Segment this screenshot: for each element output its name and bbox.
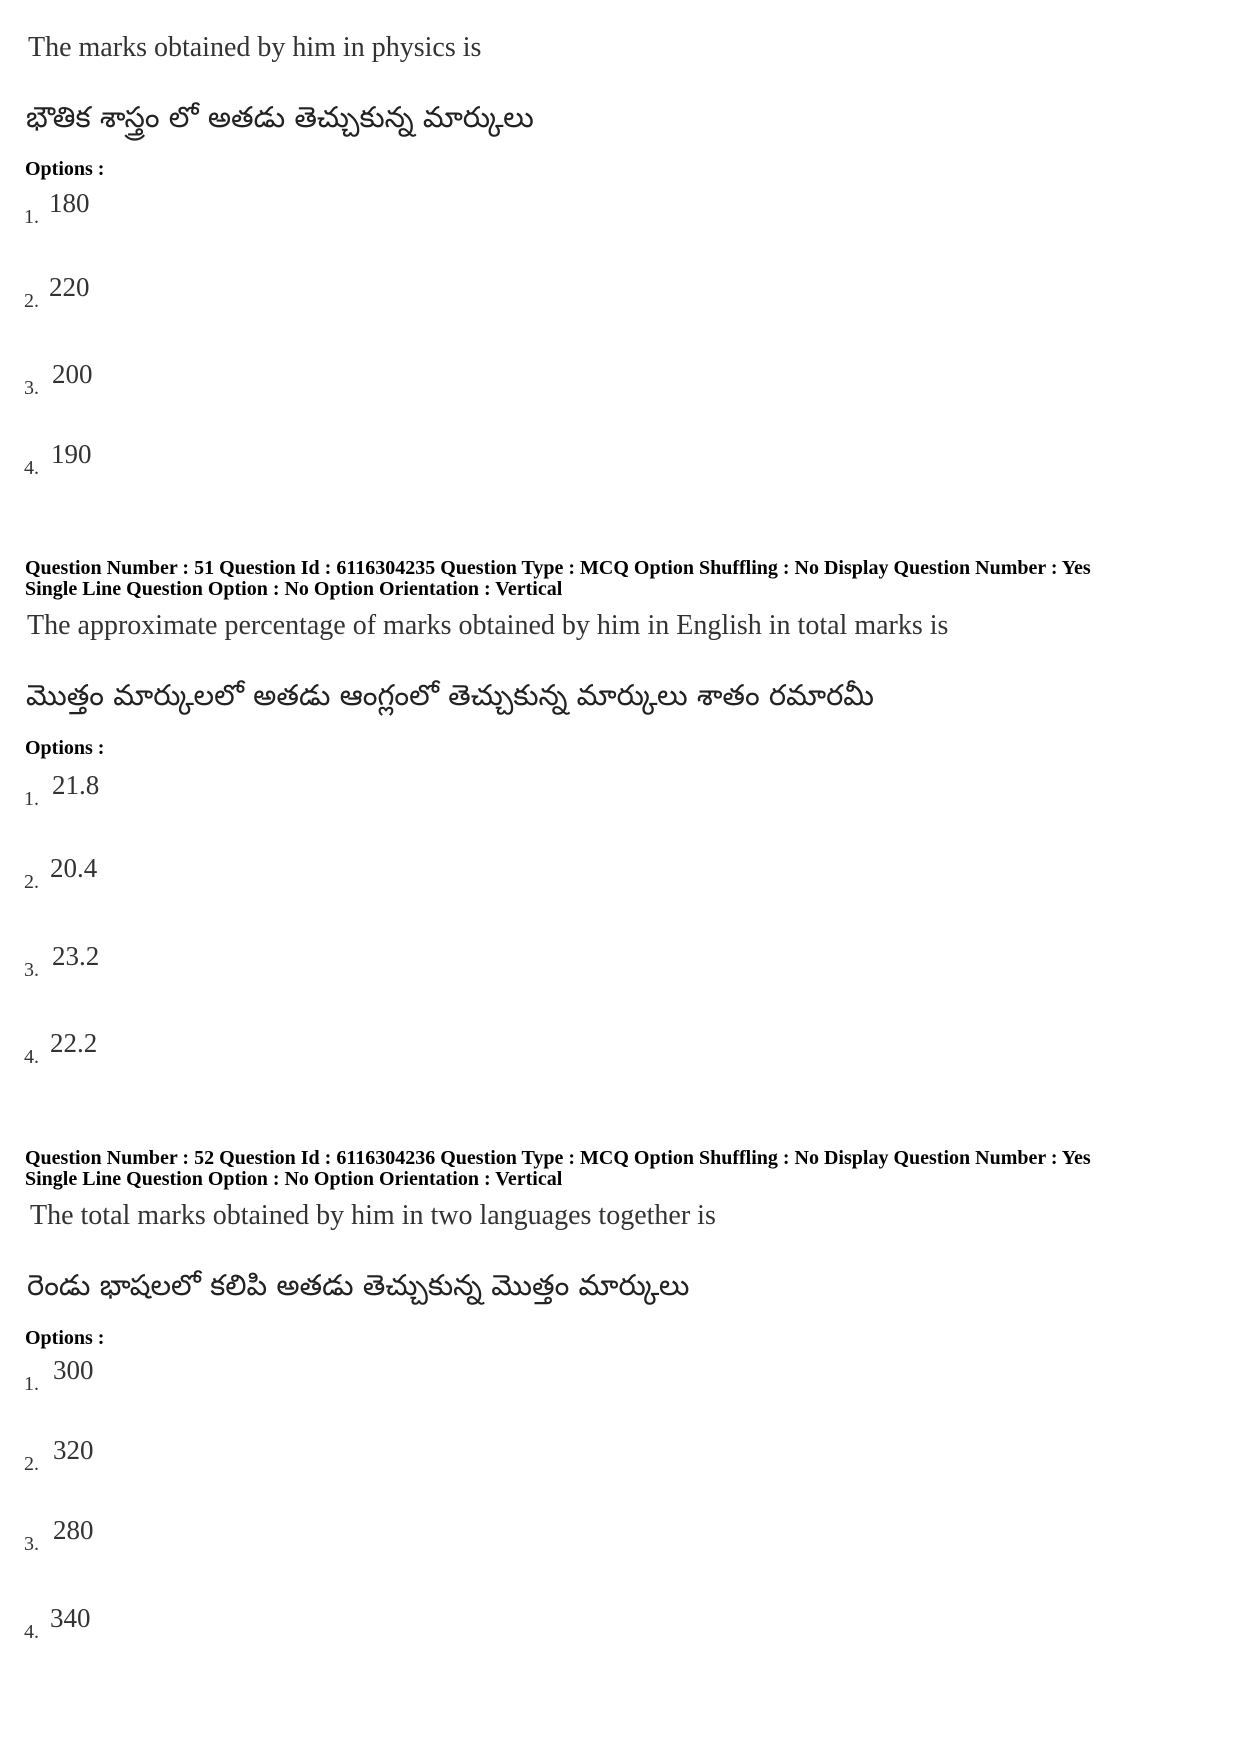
option-value: 20.4 (50, 853, 98, 883)
option-number: 4. (24, 1621, 39, 1643)
option-value: 200 (52, 359, 93, 389)
option-value: 220 (49, 272, 90, 302)
question-text-en: The approximate percentage of marks obtained by him in English in total marks is (27, 610, 949, 641)
option-value: 280 (53, 1515, 94, 1545)
option-value: 300 (53, 1355, 94, 1385)
options-label: Options : (25, 1327, 105, 1349)
question-meta-line: Question Number : 52 Question Id : 6116304236 Question Type : MCQ Option Shuffling : No Display Question Number : Yes (25, 1147, 1091, 1169)
options-label: Options : (25, 737, 105, 759)
option-number: 2. (24, 871, 39, 893)
option-number: 4. (24, 1046, 39, 1068)
option-value: 320 (53, 1435, 94, 1465)
option-number: 2. (24, 290, 39, 312)
option-value: 21.8 (52, 770, 100, 800)
option-value: 180 (49, 188, 90, 218)
option-number: 1. (24, 206, 39, 228)
question-meta-line: Single Line Question Option : No Option Orientation : Vertical (25, 578, 563, 600)
question-text-te: రెండు భాషలలో కలిపి అతడు తెచ్చుకున్న మొత్తం మార్కులు (27, 1268, 690, 1302)
option-value: 22.2 (50, 1028, 98, 1058)
option-number: 3. (24, 377, 39, 399)
question-text-te: భౌతిక శాస్త్రం లో అతడు తెచ్చుకున్న మార్కులు (26, 100, 534, 134)
question-text-en: The marks obtained by him in physics is (28, 32, 482, 63)
option-number: 3. (24, 959, 39, 981)
option-value: 190 (51, 439, 92, 469)
question-meta-line: Question Number : 51 Question Id : 6116304235 Question Type : MCQ Option Shuffling : No Display Question Number : Yes (25, 557, 1091, 579)
options-label: Options : (25, 158, 105, 180)
question-text-te: మొత్తం మార్కులలో అతడు ఆంగ్లంలో తెచ్చుకున్న మార్కులు శాతం రమారమీ (26, 678, 874, 712)
option-value: 23.2 (52, 941, 100, 971)
option-number: 3. (24, 1533, 39, 1555)
question-meta-line: Single Line Question Option : No Option Orientation : Vertical (25, 1168, 563, 1190)
option-number: 1. (24, 788, 39, 810)
option-number: 1. (24, 1373, 39, 1395)
option-value: 340 (50, 1603, 91, 1633)
option-number: 2. (24, 1453, 39, 1475)
option-number: 4. (24, 457, 39, 479)
question-text-en: The total marks obtained by him in two languages together is (30, 1200, 716, 1231)
